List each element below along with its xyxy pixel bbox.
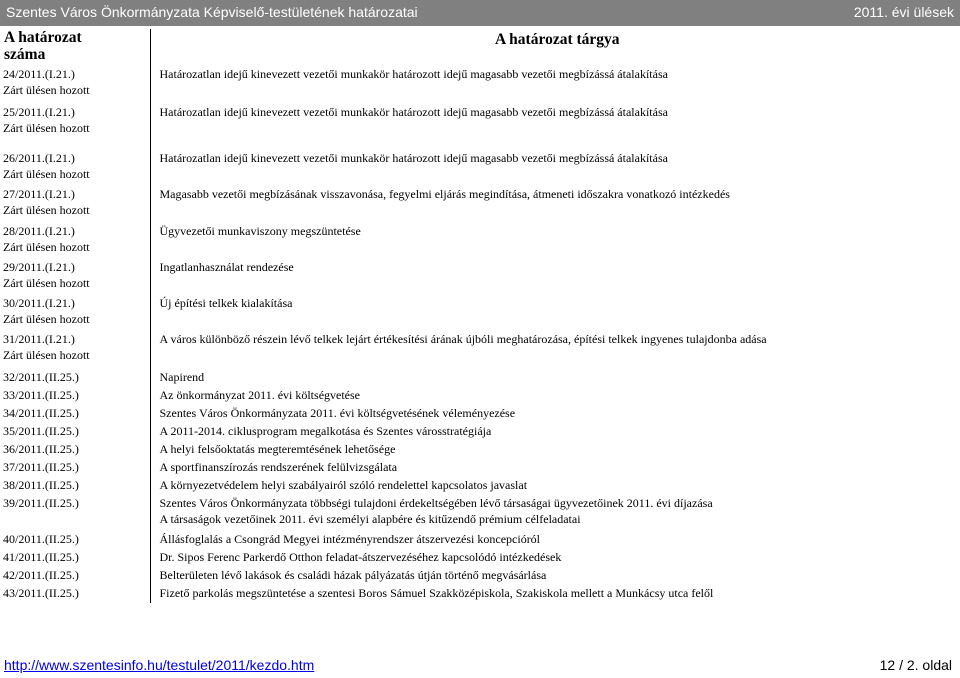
footer-page-number: 12 / 2. oldal [879,657,952,673]
resolution-number-cell [0,423,150,441]
resolution-number: 24/2011.(I.21.) [3,67,75,81]
resolution-number-cell [0,66,150,104]
resolution-number: 39/2011.(II.25.) [3,496,79,510]
resolution-number: 41/2011.(II.25.) [3,550,79,564]
resolution-subject: Új építési telkek kialakítása [159,296,293,310]
resolution-number: 32/2011.(II.25.) [3,370,79,384]
table-row [0,531,960,549]
resolution-subject: Belterületen lévő lakások és családi házak pályázatás útján történő megvásárlása [159,568,547,582]
resolution-subject-cell [150,459,960,477]
header-session: 2011. évi ülések [853,4,954,20]
resolution-number-cell [0,549,150,567]
resolution-number: 36/2011.(II.25.) [3,442,79,456]
table-row [0,223,960,259]
resolution-number-cell [0,369,150,387]
resolution-number-cell [0,331,150,369]
resolution-number-cell [0,148,150,186]
resolution-subject-cell [150,295,960,331]
resolution-number: 30/2011.(I.21.) [3,296,75,310]
resolution-number: 28/2011.(I.21.) [3,224,75,238]
resolution-subject: A város különböző részein lévő telkek lejárt értékesítési árának újbóli meghatározása, építési telkek ingyenes tulajdonba adása [159,332,767,346]
resolution-number: 37/2011.(II.25.) [3,460,79,474]
table-row [0,259,960,295]
resolution-subject: Határozatlan idejű kinevezett vezetői munkakör határozott idejű magasabb vezetői megbízássá átalakítása [159,67,668,81]
closed-session-note: Zárt ülésen hozott [3,203,90,217]
resolution-subject: Határozatlan idejű kinevezett vezetői munkakör határozott idejű magasabb vezetői megbízássá átalakítása [159,105,668,119]
resolution-number: 34/2011.(II.25.) [3,406,79,420]
resolution-subject: Napirend [159,370,205,384]
table-row [0,423,960,441]
column-header-number-line2: száma [4,46,46,63]
table-row [0,66,960,104]
resolution-subject-cell [150,585,960,603]
resolution-subject-cell [150,477,960,495]
resolution-number: 43/2011.(II.25.) [3,586,79,600]
resolution-number: 26/2011.(I.21.) [3,151,75,165]
resolution-subject: Állásfoglalás a Csongrád Megyei intézményrendszer átszervezési koncepcióról [159,532,541,546]
resolution-number: 25/2011.(I.21.) [3,105,75,119]
resolution-number: 27/2011.(I.21.) [3,187,75,201]
table-row [0,477,960,495]
resolution-subject-cell [150,531,960,549]
resolution-subject: A környezetvédelem helyi szabályairól szóló rendelettel kapcsolatos javaslat [159,478,528,492]
table-row [0,186,960,223]
closed-session-note: Zárt ülésen hozott [3,167,90,181]
table-row [0,387,960,405]
resolution-subject: Fizető parkolás megszüntetése a szentesi Boros Sámuel Szakközépiskola, Szakiskola mellett a Munkácsy utca felől [159,586,714,600]
table-row [0,148,960,186]
resolution-number: 35/2011.(II.25.) [3,424,79,438]
resolution-subject-cell [150,223,960,259]
resolution-subject: Magasabb vezetői megbízásának visszavonása, fegyelmi eljárás megindítása, átmeneti időszakra vonatkozó intézkedés [159,187,730,201]
table-row [0,369,960,387]
resolution-subject-cell [150,567,960,585]
resolution-subject-cell [150,495,960,531]
resolution-subject-cell [150,66,960,104]
resolution-subject: Határozatlan idejű kinevezett vezetői munkakör határozott idejű magasabb vezetői megbízássá átalakítása [159,151,668,165]
resolution-subject: Az önkormányzat 2011. évi költségvetése [159,388,360,402]
table-row [0,104,960,148]
resolution-number-cell [0,259,150,295]
resolution-subject: Szentes Város Önkormányzata többségi tulajdoni érdekeltségében lévő társaságai ügyvezetőinek 2011. évi díjazása [159,496,713,510]
resolution-subject: Ügyvezetői munkaviszony megszüntetése [159,224,361,238]
closed-session-note: Zárt ülésen hozott [3,312,90,326]
table-row [0,441,960,459]
resolution-subject-cell [150,405,960,423]
closed-session-note: Zárt ülésen hozott [3,121,90,135]
resolution-subject-cell [150,186,960,223]
resolution-number: 40/2011.(II.25.) [3,532,79,546]
resolution-number-cell [0,567,150,585]
resolution-number-cell [0,104,150,148]
resolution-number-cell [0,295,150,331]
table-row [0,405,960,423]
column-header-number-line1: A határozat [4,29,82,46]
resolution-number: 33/2011.(II.25.) [3,388,79,402]
resolution-number-cell [0,531,150,549]
resolution-subject-cell [150,369,960,387]
page-header [0,0,960,26]
resolution-number-cell [0,477,150,495]
header-title: Szentes Város Önkormányzata Képviselő-testületének határozatai [6,4,418,20]
resolution-number-cell [0,495,150,531]
resolution-subject-cell [150,441,960,459]
resolution-subject: A sportfinanszírozás rendszerének felülvizsgálata [159,460,398,474]
resolution-subject-cell [150,549,960,567]
resolution-subject-cell [150,259,960,295]
table-row [0,331,960,369]
resolution-subject-cell [150,148,960,186]
resolution-number-cell [0,186,150,223]
resolution-subject-cell [150,387,960,405]
closed-session-note: Zárt ülésen hozott [3,240,90,254]
closed-session-note: Zárt ülésen hozott [3,83,90,97]
resolution-number: 42/2011.(II.25.) [3,568,79,582]
resolution-subject-cell [150,423,960,441]
table-row [0,585,960,603]
resolution-subject: Ingatlanhasználat rendezése [159,260,294,274]
resolution-subject: A helyi felsőoktatás megteremtésének lehetősége [159,442,396,456]
resolution-subject: A 2011-2014. ciklusprogram megalkotása és Szentes városstratégiája [159,424,492,438]
table-row [0,295,960,331]
closed-session-note: Zárt ülésen hozott [3,276,90,290]
resolution-subject: Dr. Sipos Ferenc Parkerdő Otthon feladat-átszervezéséhez kapcsolódó intézkedések [159,550,562,564]
resolution-number: 31/2011.(I.21.) [3,332,75,346]
resolution-number-cell [0,405,150,423]
table-row [0,567,960,585]
resolution-number-cell [0,223,150,259]
resolution-number: 38/2011.(II.25.) [3,478,79,492]
resolution-subject: Szentes Város Önkormányzata 2011. évi költségvetésének véleményezése [159,406,516,420]
resolutions-table [0,29,960,603]
resolution-number-cell [0,387,150,405]
resolution-subject-cell [150,331,960,369]
table-row [0,495,960,531]
resolution-number: 29/2011.(I.21.) [3,260,75,274]
column-header-number [0,29,150,66]
closed-session-note: Zárt ülésen hozott [3,348,90,362]
resolution-subject-continued: A társaságok vezetőinek 2011. évi személyi alapbére és kitűzendő prémium célfeladatai [159,512,581,526]
table-header-row [0,29,960,66]
resolution-number-cell [0,441,150,459]
resolution-subject-cell [150,104,960,148]
table-row [0,549,960,567]
resolution-number-cell [0,585,150,603]
footer-link[interactable]: http://www.szentesinfo.hu/testulet/2011/kezdo.htm [4,657,315,673]
resolution-number-cell [0,459,150,477]
column-header-subject: A határozat tárgya [494,31,620,48]
table-row [0,459,960,477]
